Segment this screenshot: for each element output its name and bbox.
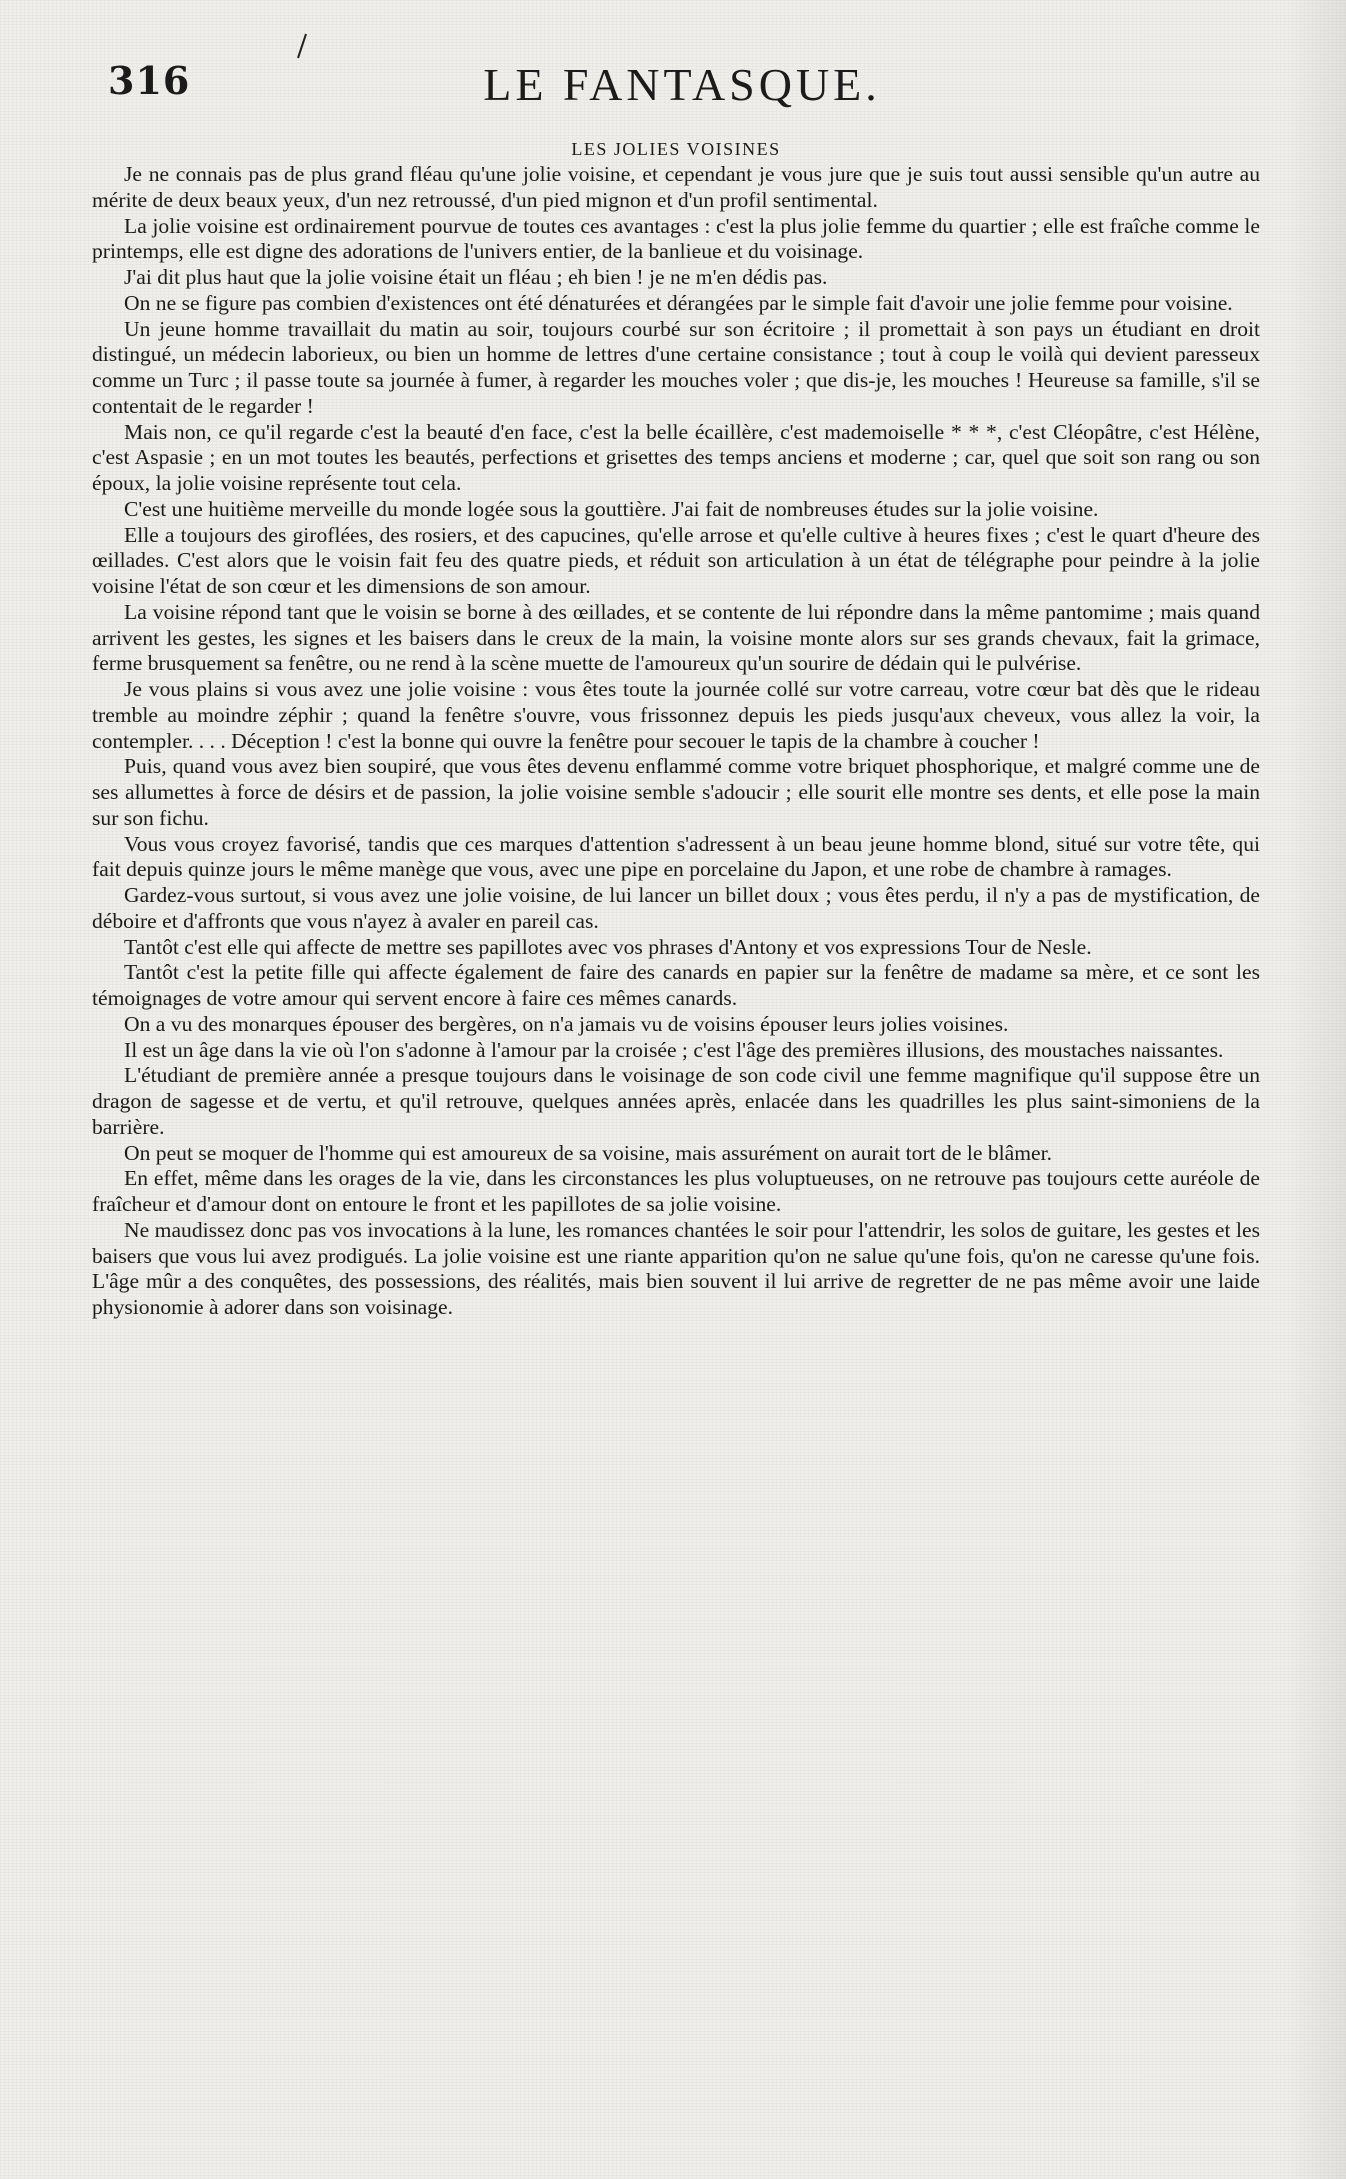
article xyxy=(92,138,1260,1321)
article-paragraph: En effet, même dans les orages de la vie, dans les circonstances les plus voluptueuses, on ne retrouve pas toujours cette auréole de fraîcheur et d'amour dont on entoure le front et les papillotes de sa jolie voisine. xyxy=(92,1166,1260,1216)
article-paragraph: Je vous plains si vous avez une jolie voisine : vous êtes toute la journée collé sur votre carreau, votre cœur bat dès que le rideau tremble au moindre zéphir ; quand la fenêtre s'ouvre, vous frissonnez depuis les pieds jusqu'aux cheveux, vous allez la voir, la contempler. . . . Déception ! c'est la bonne qui ouvre la fenêtre pour secouer le tapis de la chambre à coucher ! xyxy=(92,677,1260,753)
article-paragraph: On ne se figure pas combien d'existences ont été dénaturées et dérangées par le simple fait d'avoir une jolie femme pour voisine. xyxy=(124,290,1233,315)
article-paragraph: On a vu des monarques épouser des bergères, on n'a jamais vu de voisins épouser leurs jolies voisines. xyxy=(124,1011,1009,1036)
article-paragraph: Je ne connais pas de plus grand fléau qu'une jolie voisine, et cependant je vous jure que je suis tout aussi sensible qu'un autre au mérite de deux beaux yeux, d'un nez retroussé, d'un pied mignon et d'un profil sentimental. xyxy=(92,162,1260,212)
article-paragraph: Tantôt c'est elle qui affecte de mettre ses papillotes avec vos phrases d'Antony et vos expressions Tour de Nesle. xyxy=(124,934,1092,959)
article-title: LES JOLIES VOISINES xyxy=(571,139,781,159)
article-paragraph: Il est un âge dans la vie où l'on s'adonne à l'amour par la croisée ; c'est l'âge des premières illusions, des moustaches naissantes. xyxy=(124,1037,1224,1062)
page-edge-shadow xyxy=(1286,0,1346,2179)
page-number: 316 xyxy=(108,58,191,103)
article-paragraph: On peut se moquer de l'homme qui est amoureux de sa voisine, mais assurément on aurait tort de le blâmer. xyxy=(124,1140,1052,1165)
article-paragraph: Ne maudissez donc pas vos invocations à la lune, les romances chantées le soir pour l'attendrir, les solos de guitare, les gestes et les baisers que vous lui avez prodigués. La jolie voisine est une riante apparition qu'on ne salue qu'une fois, qu'on ne caresse qu'une fois. L'âge mûr a des conquêtes, des possessions, des réalités, mais bien souvent il lui arrive de regretter de ne pas même avoir une laide physionomie à adorer dans son voisinage. xyxy=(92,1217,1260,1319)
page-header xyxy=(92,58,1272,118)
article-paragraph: Mais non, ce qu'il regarde c'est la beauté d'en face, c'est la belle écaillère, c'est mademoiselle * * *, c'est Cléopâtre, c'est Hélène, c'est Aspasie ; en un mot toutes les beautés, perfections et grisettes des temps anciens et moderne ; car, quel que soit son rang ou son époux, la jolie voisine représente tout cela. xyxy=(92,419,1260,495)
article-paragraph: Elle a toujours des giroflées, des rosiers, et des capucines, qu'elle arrose et qu'elle cultive à heures fixes ; c'est le quart d'heure des œillades. C'est alors que le voisin fait feu des quatre pieds, et réduit son articulation à un état de télégraphe pour peindre à la jolie voisine l'état de son cœur et les dimensions de son amour. xyxy=(92,522,1260,598)
article-paragraph: Un jeune homme travaillait du matin au soir, toujours courbé sur son écritoire ; il promettait à son pays un étudiant en droit distingué, un médecin laborieux, ou bien un homme de lettres d'une certaine consistance ; tout à coup le voilà qui devient paresseux comme un Turc ; il passe toute sa journée à fumer, à regarder les mouches voler ; que dis-je, les mouches ! Heureuse sa famille, s'il se contentait de le regarder ! xyxy=(92,316,1260,418)
journal-title: LE FANTASQUE. xyxy=(483,59,881,110)
article-paragraph: Vous vous croyez favorisé, tandis que ces marques d'attention s'adressent à un beau jeune homme blond, situé sur votre tête, qui fait depuis quinze jours le même manège que vous, avec une pipe en porcelaine du Japon, et une robe de chambre à ramages. xyxy=(92,831,1260,882)
article-paragraph: Gardez-vous surtout, si vous avez une jolie voisine, de lui lancer un billet doux ; vous êtes perdu, il n'y a pas de mystification, de déboire et d'affronts que vous n'ayez à avaler en pareil cas. xyxy=(92,883,1260,933)
article-paragraph: Tantôt c'est la petite fille qui affecte également de faire des canards en papier sur la fenêtre de madame sa mère, et ce sont les témoignages de votre amour qui servent encore à faire ces mêmes canards. xyxy=(92,960,1260,1010)
article-paragraph: L'étudiant de première année a presque toujours dans le voisinage de son code civil une femme magnifique qu'il suppose être un dragon de sagesse et de vertu, et qu'il retrouve, quelques années après, enlacée dans les quadrilles les plus saint-simoniens de la barrière. xyxy=(92,1063,1260,1139)
article-paragraph: Puis, quand vous avez bien soupiré, que vous êtes devenu enflammé comme votre briquet phosphorique, et malgré comme une de ses allumettes à force de désirs et de passion, la jolie voisine semble s'adoucir ; elle sourit elle montre ses dents, et elle pose la main sur son fichu. xyxy=(92,754,1260,830)
article-paragraph: J'ai dit plus haut que la jolie voisine était un fléau ; eh bien ! je ne m'en dédis pas. xyxy=(124,265,828,289)
ink-stroke-mark xyxy=(292,32,312,62)
article-paragraph: La voisine répond tant que le voisin se borne à des œillades, et se contente de lui répondre dans la même pantomime ; mais quand arrivent les gestes, les signes et les baisers dans le creux de la main, la voisine monte alors sur ses grands chevaux, fait la grimace, ferme brusquement sa fenêtre, ou ne rend à la scène muette de l'amoureux qu'un sourire de dédain qui le pulvérise. xyxy=(92,599,1260,676)
article-paragraph: C'est une huitième merveille du monde logée sous la gouttière. J'ai fait de nombreuses études sur la jolie voisine. xyxy=(124,496,1099,521)
article-paragraph: La jolie voisine est ordinairement pourvue de toutes ces avantages : c'est la plus jolie femme du quartier ; elle est fraîche comme le printemps, elle est digne des adorations de l'univers entier, de la banlieue et du voisinage. xyxy=(92,213,1260,264)
